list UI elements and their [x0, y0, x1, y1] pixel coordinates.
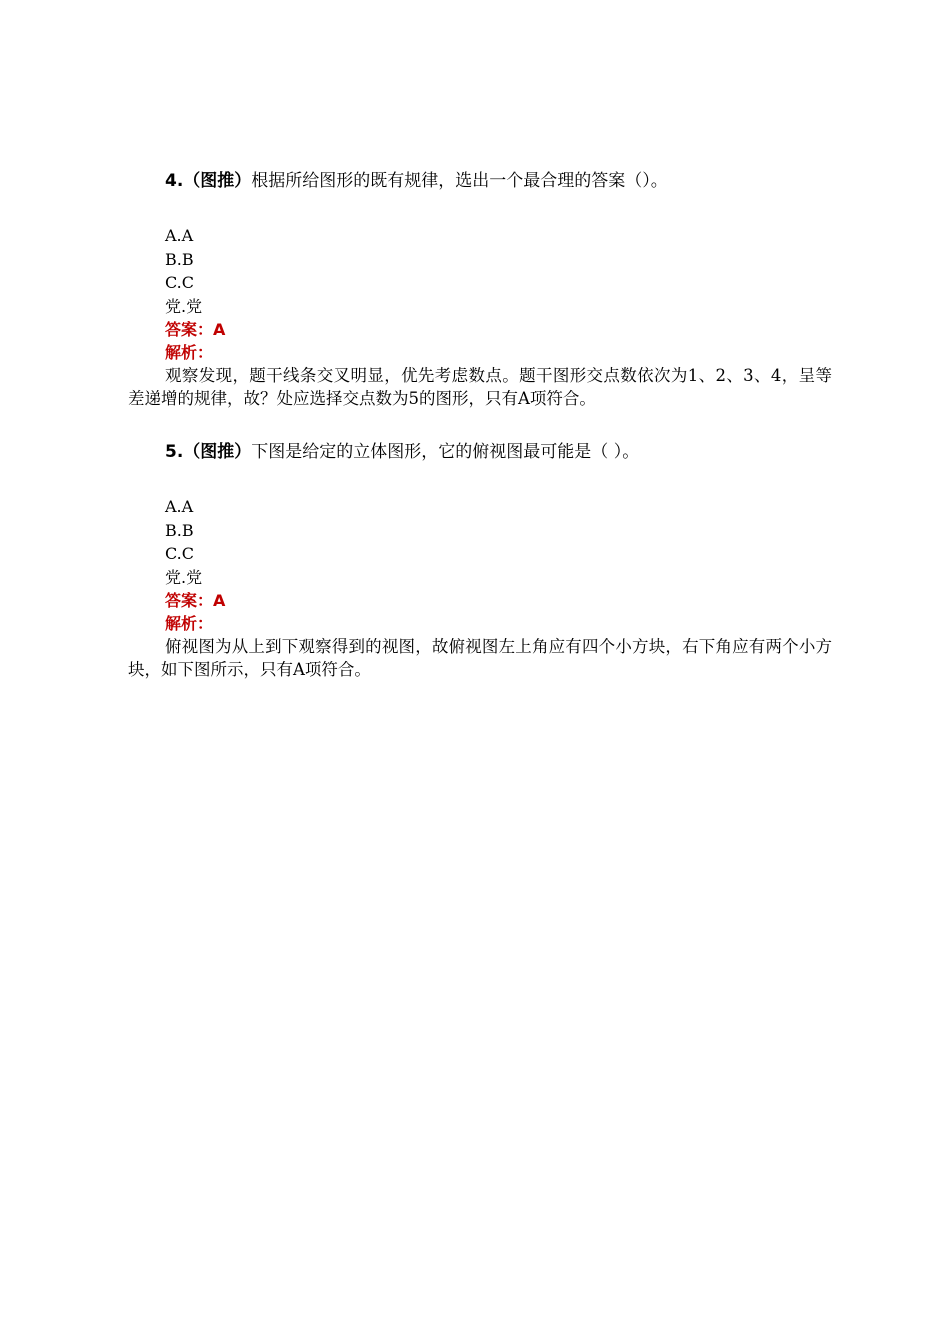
- option-b: B.B: [165, 520, 194, 540]
- answer-label: 答案：A: [165, 320, 226, 339]
- option-a: A.A: [165, 497, 194, 516]
- option-list: [165, 224, 832, 318]
- option-b: B.B: [165, 249, 194, 269]
- question-text: 下图是给定的立体图形，它的俯视图最可能是（ ）。: [251, 442, 640, 462]
- question-stem: [165, 439, 832, 465]
- analysis-label: 解析：: [165, 343, 214, 362]
- analysis-text: 观察发现，题干线条交叉明显，优先考虑数点。题干图形交点数依次为1、2、3、4，呈等差递增的规律，故？处应选择交点数为5的图形，只有A项符合。: [128, 366, 832, 408]
- question-tag: （图推）: [183, 442, 252, 462]
- answer-label: 答案：A: [165, 591, 226, 610]
- option-c: C.C: [165, 273, 194, 292]
- question-5: [128, 439, 832, 681]
- question-text: 根据所给图形的既有规律，选出一个最合理的答案（）。: [251, 171, 668, 191]
- option-c: C.C: [165, 544, 194, 563]
- question-number: 5.: [165, 442, 184, 462]
- option-d: 党.党: [165, 296, 203, 316]
- option-d: 党.党: [165, 567, 203, 587]
- option-a: A.A: [165, 226, 194, 245]
- question-stem: [165, 168, 832, 194]
- question-4: [128, 168, 832, 410]
- question-tag: （图推）: [183, 171, 252, 191]
- analysis-label: 解析：: [165, 614, 214, 633]
- option-list: [165, 495, 832, 589]
- question-number: 4.: [165, 171, 184, 191]
- analysis-text: 俯视图为从上到下观察得到的视图，故俯视图左上角应有四个小方块，右下角应有两个小方块，如下图所示，只有A项符合。: [128, 637, 832, 679]
